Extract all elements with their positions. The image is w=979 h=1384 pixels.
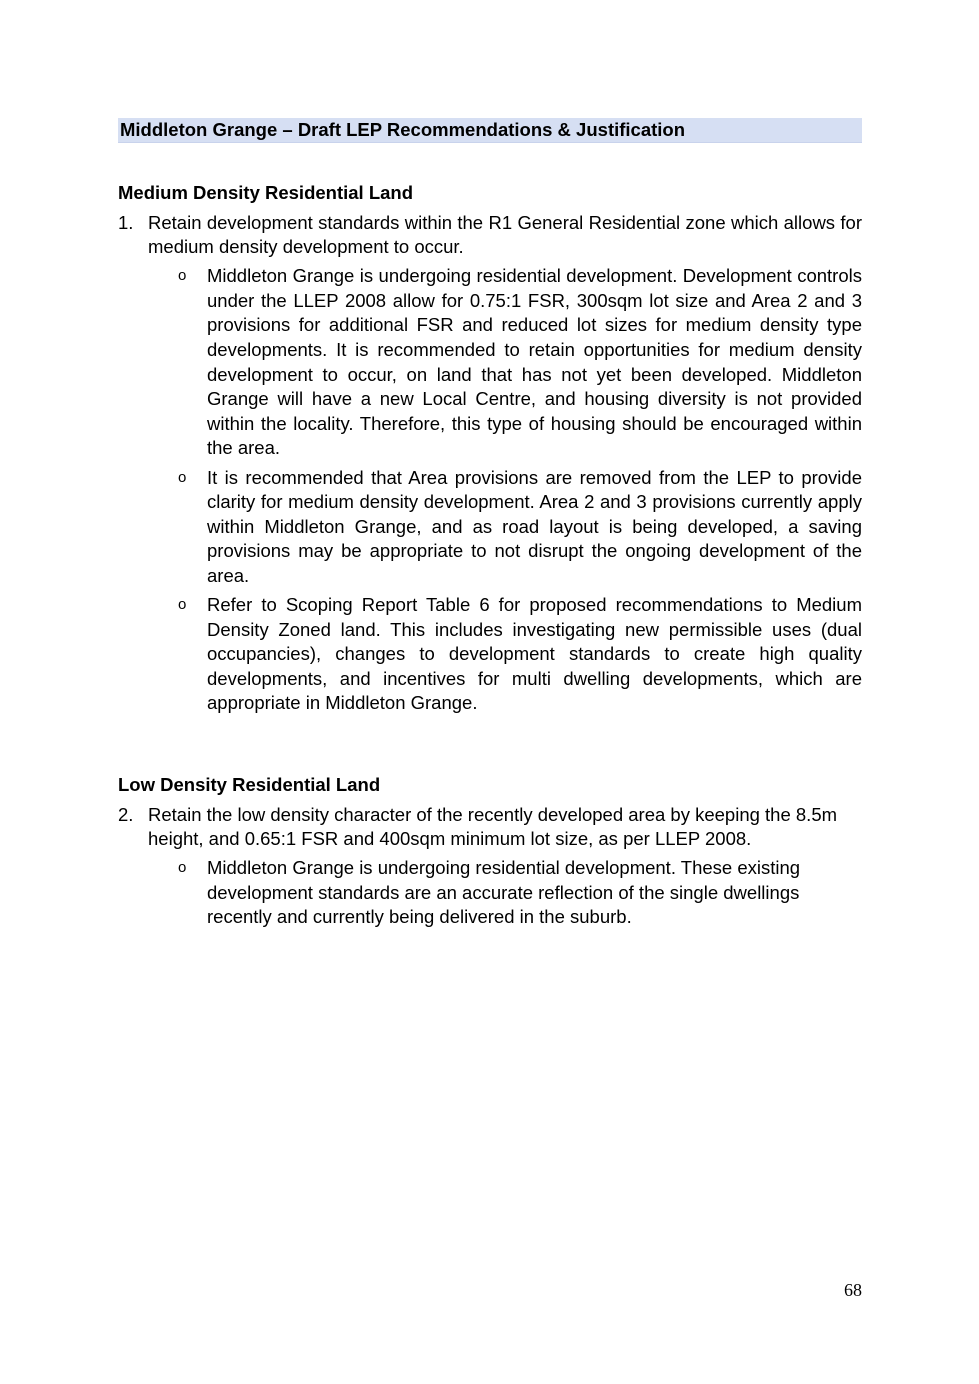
section-low-density — [118, 773, 862, 930]
item-number: 1. — [118, 211, 134, 233]
list-item — [118, 593, 862, 716]
numbered-item — [118, 803, 862, 852]
bullet-text: It is recommended that Area provisions are removed from the LEP to provide clarity for medium density development. Area 2 and 3 provisions currently apply within Middleton Grange, and as road layout is being developed, a saving provisions may be appropriate to not disrupt the ongoing development of the area. — [207, 466, 862, 586]
item-number: 2. — [118, 803, 134, 825]
bullet-text: Middleton Grange is undergoing residential development. Development controls under the LLEP 2008 allow for 0.75:1 FSR, 300sqm lot size and Area 2 and 3 provisions for additional FSR and reduced lot sizes for medium density type developments. It is recommended to retain opportunities for medium density development to occur, on land that has not yet been developed. Middleton Grange will have a new Local Centre, and housing diversity is not provided within the locality. Therefore, this type of housing should be encouraged within the area. — [207, 265, 862, 459]
section-heading: Low Density Residential Land — [118, 773, 381, 795]
page-number: 68 — [844, 1280, 862, 1300]
section-heading: Medium Density Residential Land — [118, 182, 414, 203]
document-page — [118, 118, 862, 930]
bullet-circle-icon: o — [178, 267, 187, 285]
item-text: Retain the low density character of the recently developed area by keeping the 8.5m height, and 0.65:1 FSR and 400sqm minimum lot size, as per LLEP 2008. — [148, 803, 838, 850]
list-item — [118, 264, 862, 461]
item-text: Retain development standards within the R1 General Residential zone which allows for medium density development to occur. — [148, 211, 862, 258]
bullet-list — [118, 264, 862, 716]
list-item — [118, 856, 862, 930]
section-medium-density — [118, 181, 862, 716]
bullet-list — [118, 856, 862, 930]
list-item — [118, 466, 862, 589]
numbered-item — [118, 211, 862, 260]
bullet-circle-icon: o — [178, 859, 187, 877]
bullet-text: Middleton Grange is undergoing residential development. These existing development standards are an accurate reflection of the single dwellings recently and currently being delivered in the suburb. — [207, 857, 801, 928]
page-title: Middleton Grange – Draft LEP Recommendations & Justification — [118, 118, 862, 143]
bullet-circle-icon: o — [178, 596, 187, 613]
bullet-circle-icon: o — [178, 468, 187, 486]
bullet-text: Refer to Scoping Report Table 6 for proposed recommendations to Medium Density Zoned land. This includes investigating new permissible uses (dual occupancies), changes to development standards to create high quality developments, and incentives for multi dwelling developments, which are appropriate in Middleton Grange. — [207, 594, 862, 714]
